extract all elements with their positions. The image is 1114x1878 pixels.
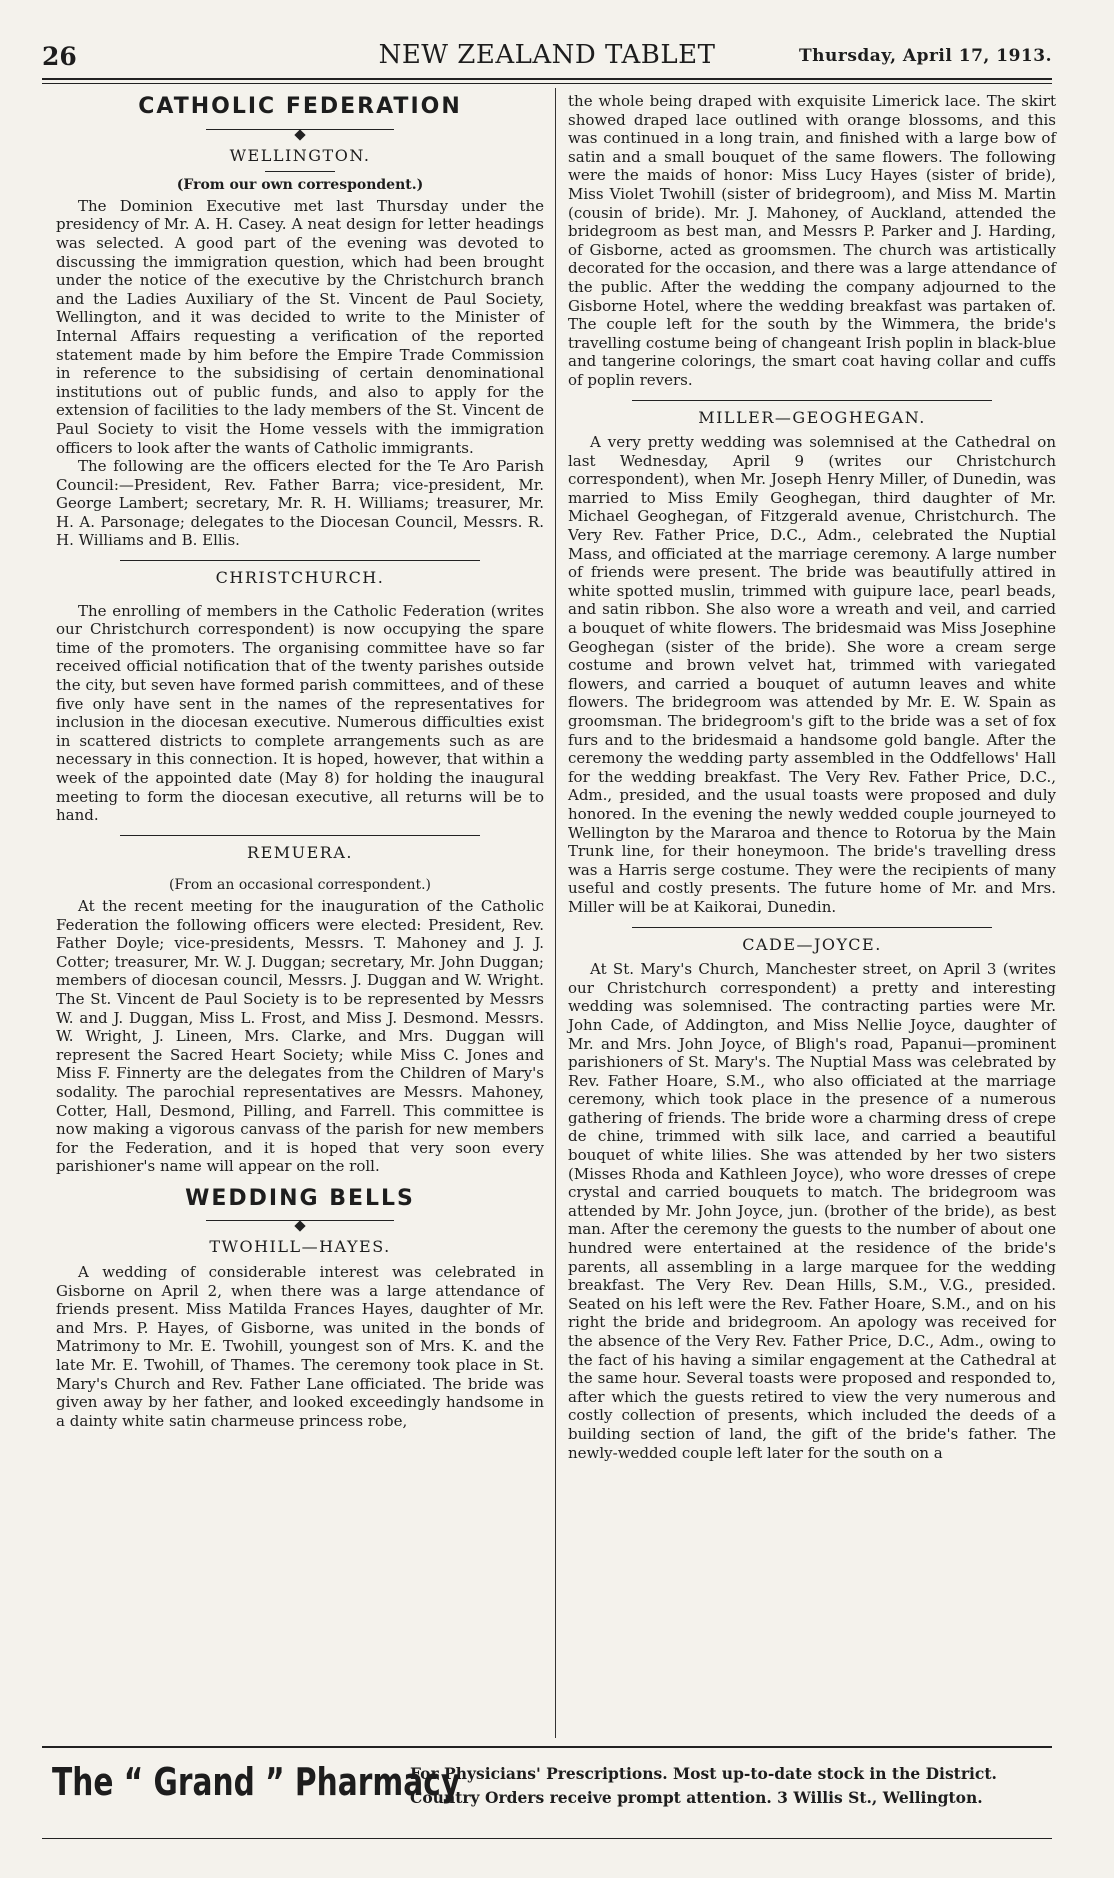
twohill-paragraph: A wedding of considerable interest was celebrated in Gisborne on April 2, when there was a large attendance of friends present. Miss Matilda Frances Hayes, daughter of Mr. and Mrs. P. Hayes, of Gisborne, was united in the bonds of Matrimony to Mr. E. Twohill, youngest son of Mrs. K. and the late Mr. E. Twohill, of Thames. The ceremony took place in St. Mary's Church and Rev. Father Lane officiated. The bride was given away by her father, and looked exceedingly handsome in a dainty white satin charmeuse princess robe, xyxy=(56,1263,544,1430)
right-column xyxy=(568,92,1056,1462)
left-column xyxy=(56,92,544,1430)
advert-text xyxy=(410,1762,1050,1810)
masthead xyxy=(42,36,1052,76)
pharmacy-advertisement xyxy=(42,1752,1052,1832)
cade-paragraph: At St. Mary's Church, Manchester street, on April 3 (writes our Christchurch correspondent) a pretty and interesting wedding was solemnised. The contracting parties were Mr. John Cade, of Addington, and Miss Nellie Joyce, daughter of Mr. and Mrs. John Joyce, of Bligh's road, Papanui—prominent parishioners of St. Mary's. The Nuptial Mass was celebrated by Rev. Father Hoare, S.M., who also officiated at the marriage ceremony, which took place in the presence of a numerous gathering of friends. The bride wore a charming dress of crepe de chine, trimmed with silk lace, and carried a beautiful bouquet of white lilies. She was attended by her two sisters (Misses Rhoda and Kathleen Joyce), who wore dresses of crepe crystal and carried bouquets to match. The bridegroom was attended by Mr. John Joyce, jun. (brother of the bride), as best man. After the ceremony the guests to the number of about one hundred were entertained at the residence of the bride's parents, all assembling in a large marquee for the wedding breakfast. The Very Rev. Dean Hills, S.M., V.G., presided. Seated on his left were the Rev. Father Hoare, S.M., and on his right the bride and bridegroom. An apology was received for the absence of the Very Rev. Father Price, D.C., Adm., owing to the fact of his having a similar engagement at the Cathedral at the same hour. Several toasts were proposed and responded to, after which the guests retired to view the very numerous and costly collection of presents, which included the deeds of a building section of land, the gift of the bride's father. The newly-wedded couple left later for the south on a xyxy=(568,960,1056,1462)
section-rule xyxy=(120,560,480,561)
remuera-heading: REMUERA. xyxy=(247,842,353,862)
newspaper-title: NEW ZEALAND TABLET xyxy=(378,40,716,70)
section-rule xyxy=(120,835,480,836)
christchurch-paragraph: The enrolling of members in the Catholic Federation (writes our Christchurch correspondent) is now occupying the spare time of the promoters. The organising committee have so far received official notification that of the twenty parishes outside the city, but seven have formed parish committees, and of these five only have sent in the names of the representatives for inclusion in the diocesan executive. Numerous difficulties exist in scattered districts to complete arrangements such as are necessary in this connection. It is hoped, however, that within a week of the appointed date (May 8) for holding the inaugural meeting to form the diocesan executive, all returns will be to hand. xyxy=(56,601,544,825)
remuera-paragraph: At the recent meeting for the inauguration of the Catholic Federation the following officers were elected: President, Rev. Father Doyle; vice-presidents, Messrs. T. Mahoney and J. J. Cotter; treasurer, Mr. W. J. Duggan; secretary, Mr. John Duggan; members of diocesan council, Messrs. J. Duggan and W. Wright. The St. Vincent de Paul Society is to be represented by Messrs W. and J. Duggan, Miss L. Frost, and Miss J. Desmond. Messrs. W. Wright, J. Lineen, Mrs. Clarke, and Mrs. Duggan will represent the Sacred Heart Society; while Miss C. Jones and Miss F. Finnerty are the delegates from the Children of Mary's sodality. The parochial representatives are Messrs. Mahoney, Cotter, Hall, Desmond, Pilling, and Farrell. This committee is now making a vigorous canvass of the parish for new members for the Federation, and it is hoped that very soon every parishioner's name will appear on the roll. xyxy=(56,896,544,1176)
wellington-paragraph-2: The following are the officers elected for the Te Aro Parish Council:—President, Rev. Father Barra; vice-president, Mr. George Lambert; secretary, Mr. R. H. Williams; treasurer, Mr. H. A. Parsonage; delegates to the Diocesan Council, Messrs. R. H. Williams and B. Ellis. xyxy=(56,457,544,550)
advert-line-2: Country Orders receive prompt attention. 3 Willis St., Wellington. xyxy=(410,1788,983,1807)
advert-line-1: For Physicians' Prescriptions. Most up-to-date stock in the District. xyxy=(410,1764,997,1783)
ornament-divider xyxy=(56,1214,544,1228)
wedding-bells-title: WEDDING BELLS xyxy=(185,1185,415,1211)
advert-rule-bottom xyxy=(42,1838,1052,1839)
wellington-heading: WELLINGTON. xyxy=(229,145,371,165)
federation-title: CATHOLIC FEDERATION xyxy=(138,94,462,119)
remuera-source: (From an occasional correspondent.) xyxy=(168,877,431,894)
miller-paragraph: A very pretty wedding was solemnised at the Cathedral on last Wednesday, April 9 (writes our Christchurch correspondent), when Mr. Joseph Henry Miller, of Dunedin, was married to Miss Emily Geoghegan, third daughter of Mr. Michael Geoghegan, of Fitzgerald avenue, Christchurch. The Very Rev. Father Price, D.C., Adm., celebrated the Nuptial Mass, and officiated at the marriage ceremony. A large number of friends were present. The bride was beautifully attired in white spotted muslin, trimmed with guipure lace, pearl beads, and satin ribbon. She also wore a wreath and veil, and carried a bouquet of white flowers. The bridesmaid was Miss Josephine Geoghegan (sister of the bride). She wore a cream serge costume and brown velvet hat, trimmed with variegated flowers, and carried a bouquet of autumn leaves and white flowers. The bridegroom was attended by Mr. E. W. Spain as groomsman. The bridegroom's gift to the bride was a set of fox furs and to the bridesmaid a handsome gold bangle. After the ceremony the wedding party assembled in the Oddfellows' Hall for the wedding breakfast. The Very Rev. Father Price, D.C., Adm., presided, and the usual toasts were proposed and duly honored. In the evening the newly wedded couple journeyed to Wellington by the Mararoa and thence to Rotorua by the Main Trunk line, for their honeymoon. The bride's travelling dress was a Harris serge costume. They were the recipients of many useful and costly presents. The future home of Mr. and Mrs. Miller will be at Kaikorai, Dunedin. xyxy=(568,433,1056,916)
section-rule xyxy=(632,927,992,928)
short-rule xyxy=(265,171,335,172)
issue-date: Thursday, April 17, 1913. xyxy=(799,46,1052,66)
cade-heading: CADE—JOYCE. xyxy=(742,934,882,954)
masthead-rule xyxy=(42,78,1052,80)
page-number: 26 xyxy=(42,42,77,71)
christchurch-heading: CHRISTCHURCH. xyxy=(215,568,385,588)
column-divider xyxy=(555,88,556,1738)
ornament-divider xyxy=(56,123,544,137)
twohill-heading: TWOHILL—HAYES. xyxy=(209,1237,391,1257)
advert-rule-top xyxy=(42,1746,1052,1748)
section-rule xyxy=(632,400,992,401)
twohill-continued: the whole being draped with exquisite Limerick lace. The skirt showed draped lace outlined with orange blossoms, and this was continued in a long train, and finished with a large bow of satin and a small bouquet of the same flowers. The following were the maids of honor: Miss Lucy Hayes (sister of bride), Miss Violet Twohill (sister of bridegroom), and Miss M. Martin (cousin of bride). Mr. J. Mahoney, of Auckland, attended the bridegroom as best man, and Messrs P. Parker and J. Harding, of Gisborne, acted as groomsmen. The church was artistically decorated for the occasion, and there was a large attendance of the public. After the wedding the company adjourned to the Gisborne Hotel, where the wedding breakfast was partaken of. The couple left for the south by the Wimmera, the bride's travelling costume being of changeant Irish poplin in black-blue and tangerine colorings, the smart coat having collar and cuffs of poplin revers. xyxy=(568,92,1056,389)
miller-heading: MILLER—GEOGHEGAN. xyxy=(698,407,926,427)
wellington-paragraph-1: The Dominion Executive met last Thursday under the presidency of Mr. A. H. Casey. A neat design for letter headings was selected. A good part of the evening was devoted to discussing the immigration question, which had been brought under the notice of the executive by the Christchurch branch and the Ladies Auxiliary of the St. Vincent de Paul Society, Wellington, and it was decided to write to the Minister of Internal Affairs requesting a verification of the reported statement made by him before the Empire Trade Commission in reference to the subsidising of certain denominational institutions out of public funds, and also to apply for the extension of facilities to the lady members of the St. Vincent de Paul Society to visit the Home vessels with the immigration officers to look after the wants of Catholic immigrants. xyxy=(56,196,544,457)
pharmacy-name: The “ Grand ” Pharmacy xyxy=(52,1760,461,1804)
wellington-source: (From our own correspondent.) xyxy=(176,177,424,194)
masthead-rule-thin xyxy=(42,83,1052,84)
